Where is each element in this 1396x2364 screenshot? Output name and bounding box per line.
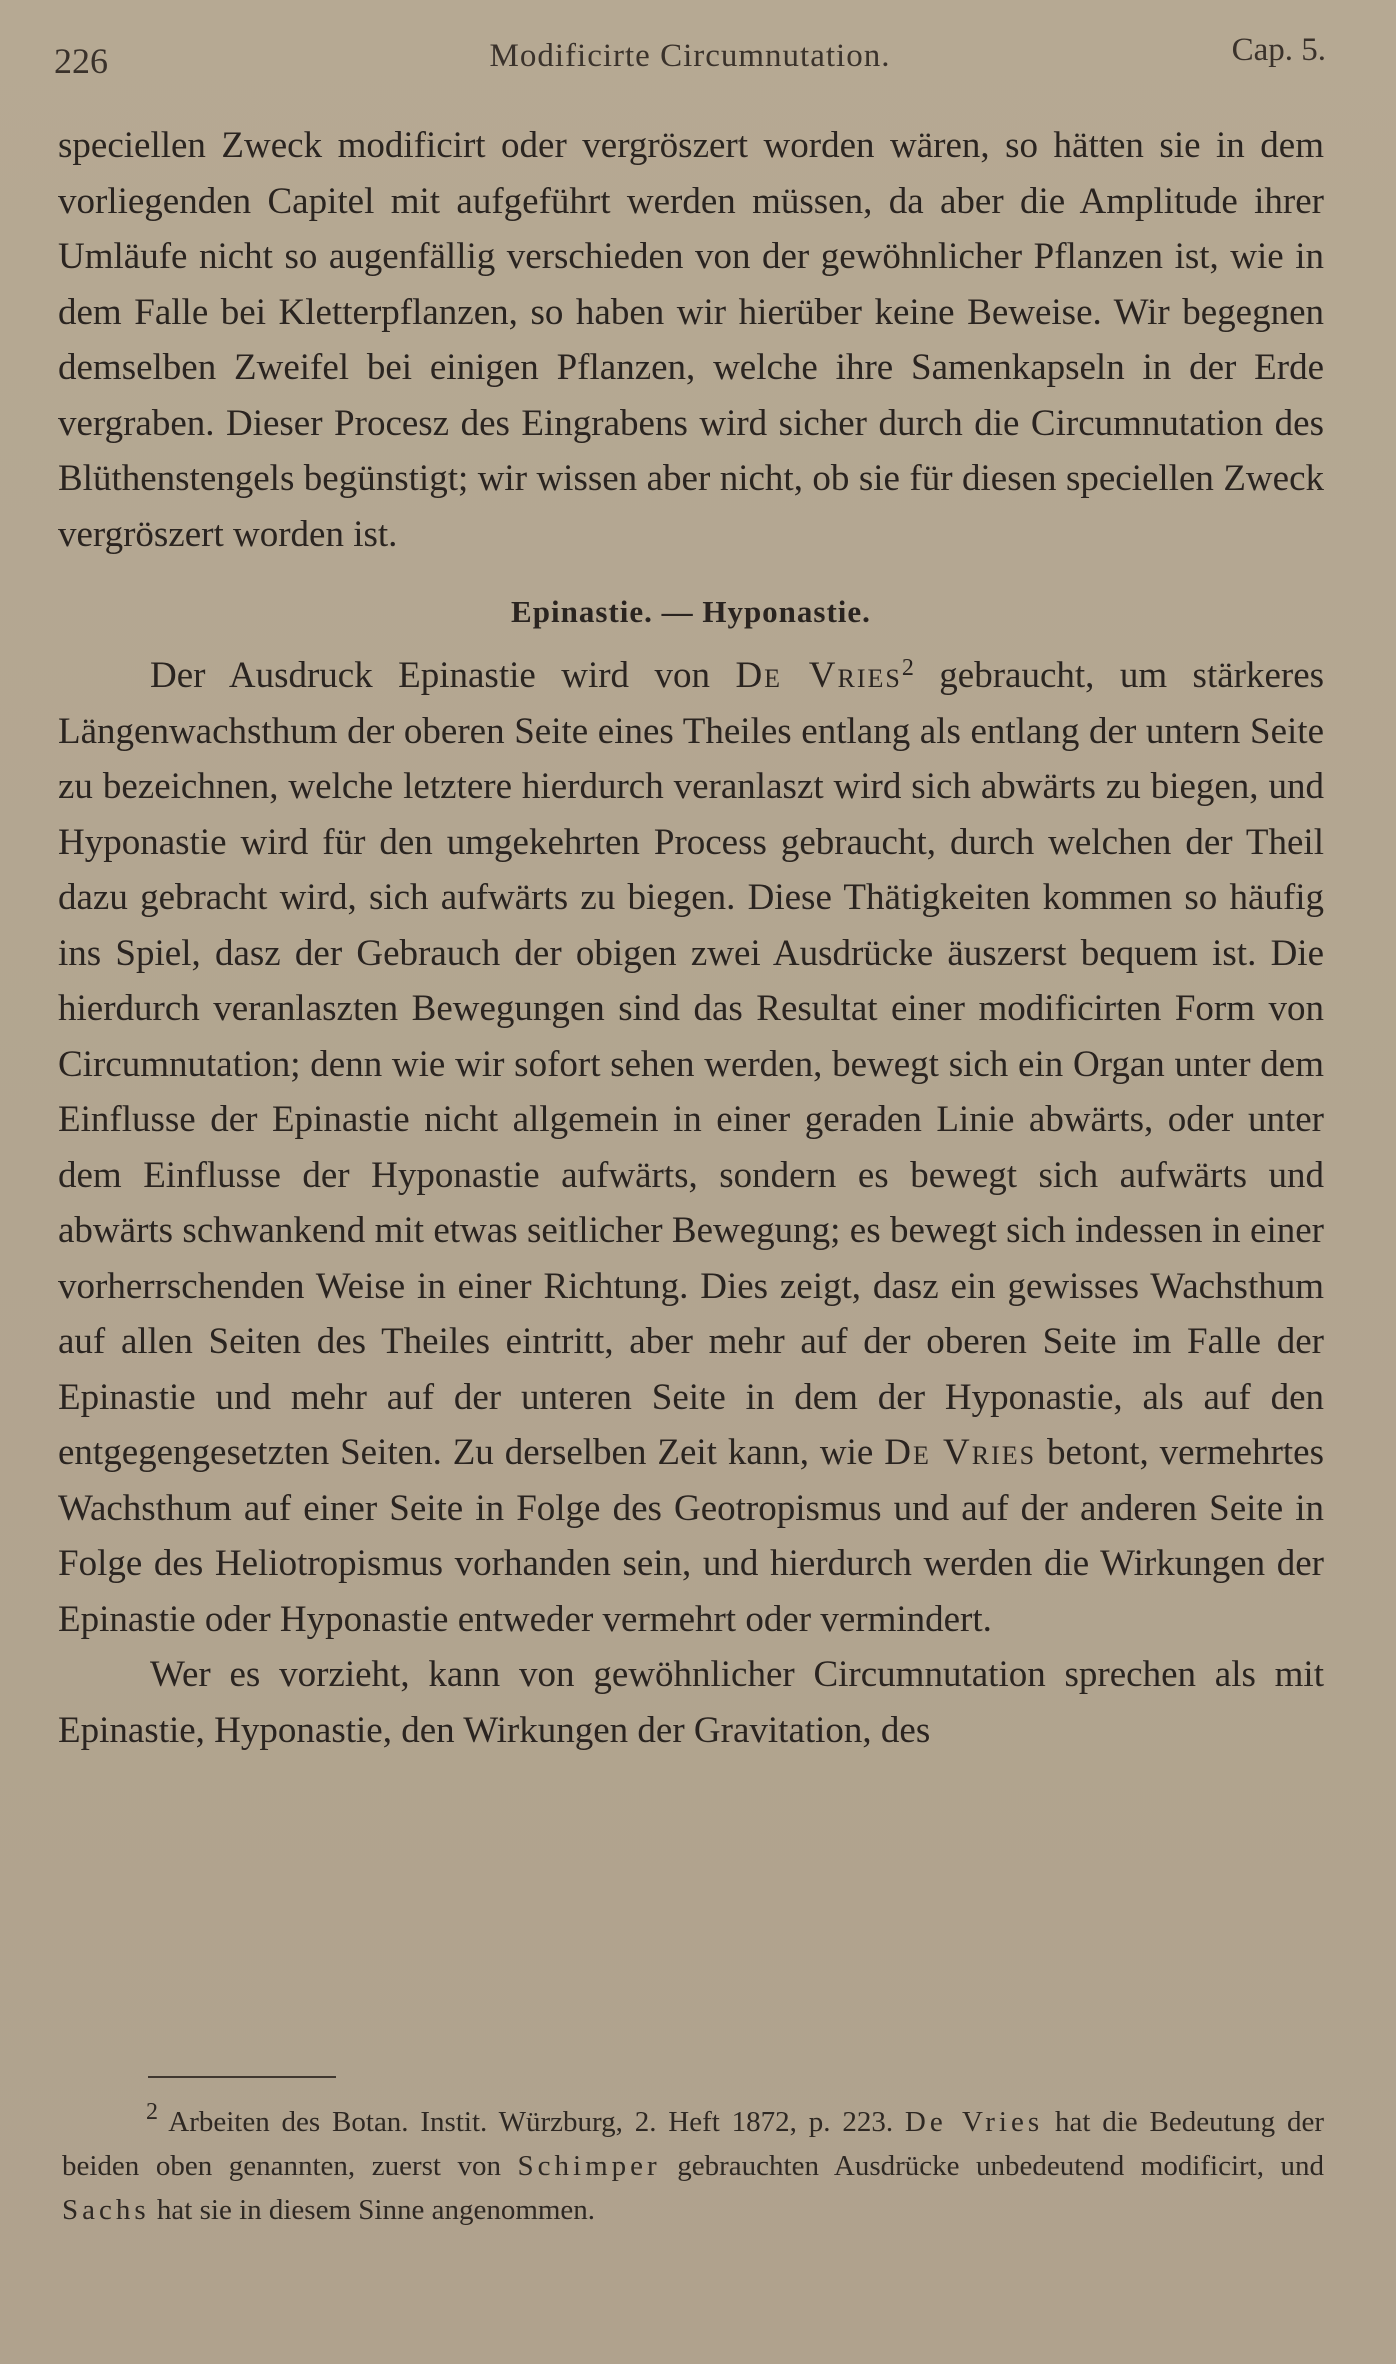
chapter-label: Cap. 5. <box>1231 32 1326 68</box>
paragraph-epinastie <box>58 648 1324 1647</box>
intro-paragraph: speciellen Zweck modificirt oder vergröszert worden wären, so hätten sie in dem vorliegenden Capitel mit aufgeführt werden müssen, da aber die Amplitude ihrer Umläufe nicht so augenfällig verschieden von der gewöhnlicher Pflanzen ist, wie in dem Falle bei Kletterpflanzen, so haben wir hierüber keine Beweise. Wir begegnen demselben Zweifel bei einigen Pflanzen, welche ihre Samenkapseln in der Erde vergraben. Dieser Procesz des Eingrabens wird sicher durch die Circumnutation des Blüthenstengels begünstigt; wir wissen aber nicht, ob sie für diesen speciellen Zweck vergröszert worden ist. <box>58 125 1324 555</box>
footnote-name-schimper: Schimper <box>517 2150 661 2182</box>
footnote-divider <box>148 2076 336 2078</box>
running-header <box>54 32 1326 86</box>
main-text <box>58 118 1324 1758</box>
footnote-text-b: hat die Bedeutung der beiden oben genannten, zuerst von <box>62 2106 1325 2182</box>
footnote-name-de-vries: De Vries <box>904 2106 1044 2138</box>
author-de-vries-2: De Vries <box>884 1432 1037 1473</box>
para2-text-a: gebraucht, um stärkeres Längenwachsthum der oberen Seite eines Theiles entlang als entlang der untern Seite zu bezeichnen, welche letztere hierdurch veranlaszt wird sich abwärts zu biegen, und Hyponastie wird für den umgekehrten Process gebraucht, durch welchen der Theil dazu gebracht wird, sich aufwärts zu biegen. Diese Thätigkeiten kommen so häufig ins Spiel, dasz der Gebrauch der obigen zwei Ausdrücke äuszerst bequem ist. Die hierdurch veranlaszten Bewegungen sind das Resultat einer modificirten Form von Circumnutation; denn wie wir sofort sehen werden, bewegt sich ein Organ unter dem Einflusse der Epinastie nicht allgemein in einer geraden Linie abwärts, oder unter dem Einflusse der Hyponastie aufwärts, sondern es bewegt sich aufwärts und abwärts schwankend mit etwas seitlicher Bewegung; es bewegt sich indessen in einer vorherrschenden Weise in einer Richtung. Dies zeigt, dasz ein gewisses Wachsthum auf allen Seiten des Theiles eintritt, aber mehr auf der oberen Seite im Falle der Epinastie und mehr auf der unteren Seite in dem der Hyponastie, als auf den entgegengesetzten Seiten. Zu derselben Zeit kann, wie <box>58 655 1325 1473</box>
para2-lead: Der Ausdruck Epinastie wird von <box>150 655 710 696</box>
footnote-name-sachs: Sachs <box>62 2194 150 2226</box>
para2-text-b: betont, vermehrtes Wachsthum auf einer Seite in Folge des Geotropismus und auf der anderen Seite in Folge des Heliotropismus vorhanden sein, und hierdurch werden die Wirkungen der Epinastie oder Hyponastie entweder vermehrt oder vermindert. <box>58 1432 1324 1640</box>
section-heading: Epinastie. — Hyponastie. <box>511 594 871 629</box>
footnote <box>62 2100 1324 2232</box>
footnote-text-c: gebrauchten Ausdrücke unbedeutend modificirt, und <box>677 2150 1325 2182</box>
running-title: Modificirte Circumnutation. <box>489 38 891 74</box>
footnote-text-a: Arbeiten des Botan. Instit. Würzburg, 2. Heft 1872, p. 223. <box>168 2106 894 2138</box>
footnote-reference: 2 <box>901 655 914 681</box>
page-number: 226 <box>54 41 108 81</box>
footnote-mark: 2 <box>146 2099 158 2125</box>
footnote-text-d: hat sie in diesem Sinne angenommen. <box>156 2194 596 2226</box>
paragraph-circumnutation: Wer es vorzieht, kann von gewöhnlicher Circumnutation sprechen als mit Epinastie, Hyponastie, den Wirkungen der Gravitation, des <box>58 1654 1324 1751</box>
author-de-vries: De Vries <box>735 655 902 696</box>
